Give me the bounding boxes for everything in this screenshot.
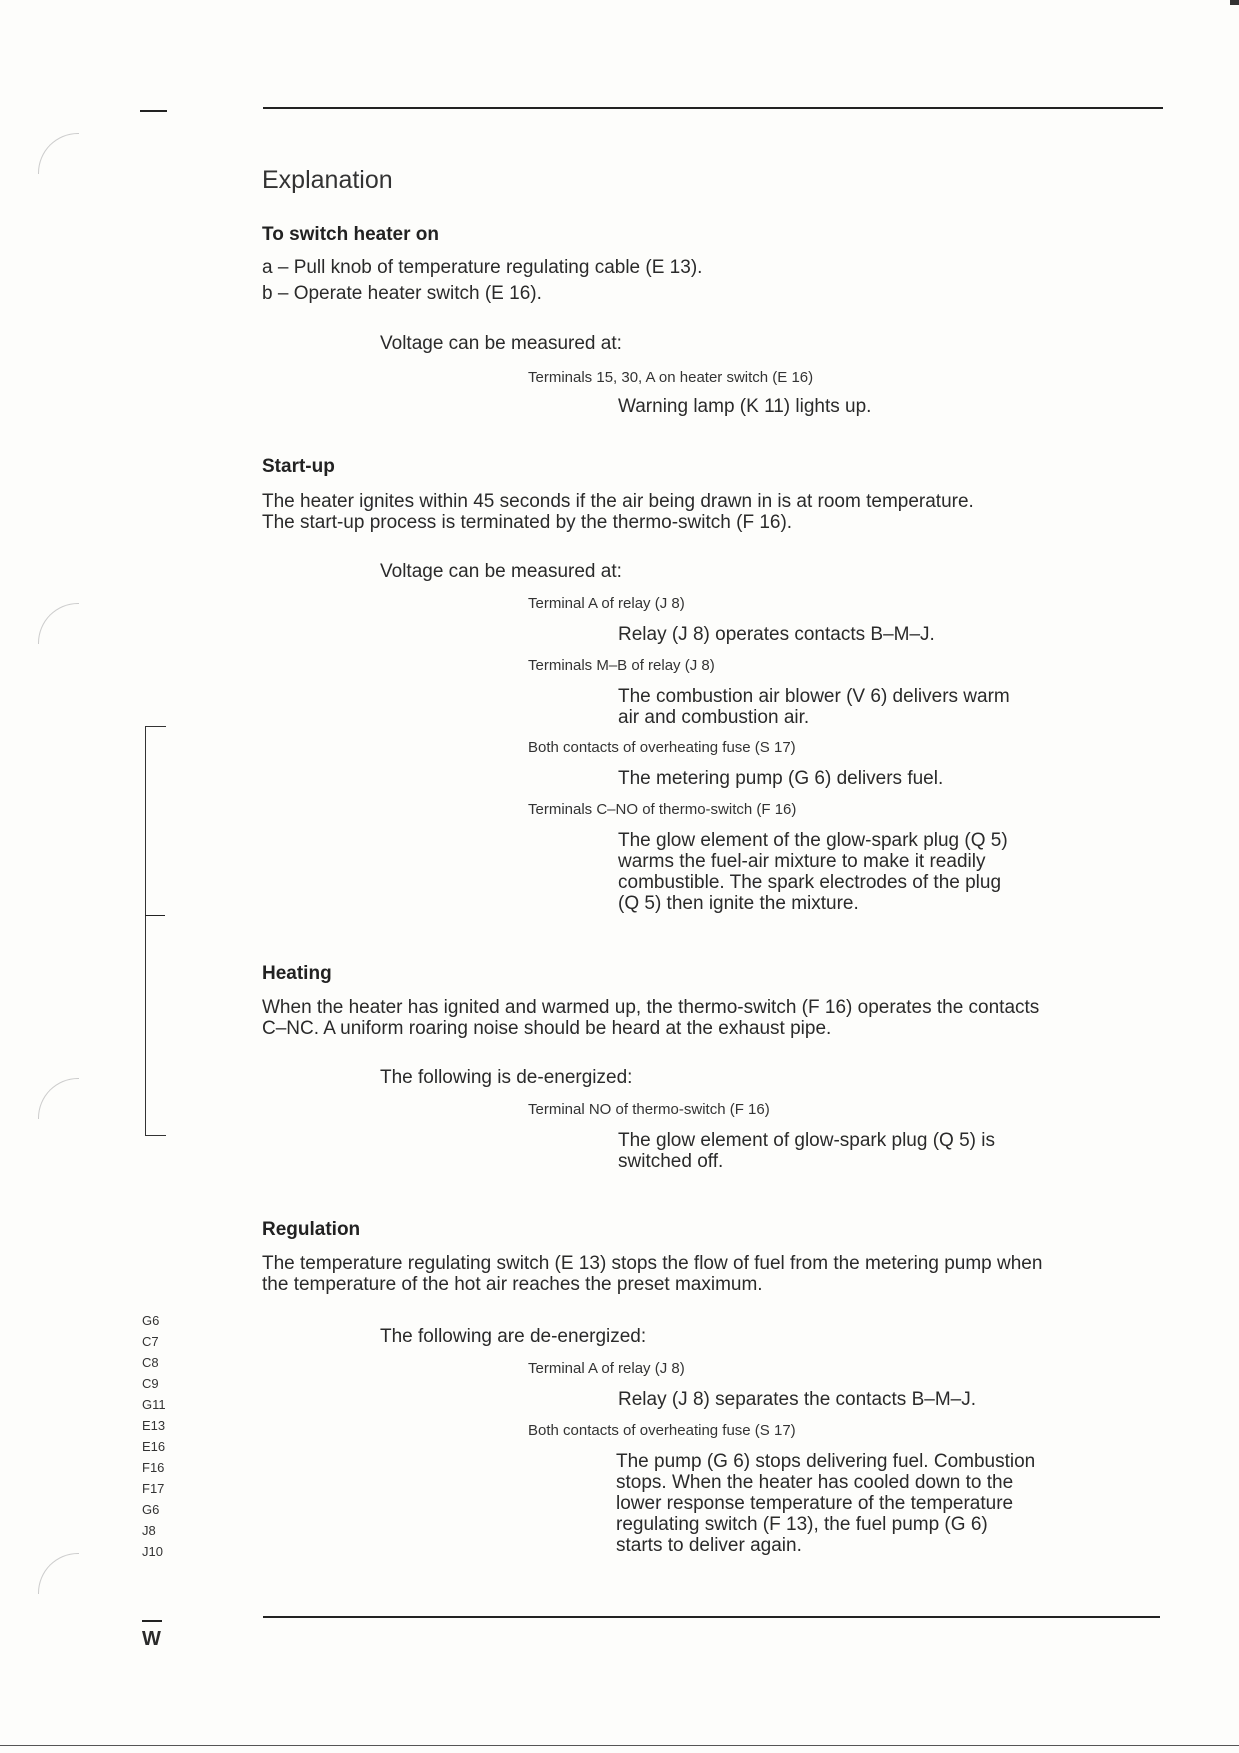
legend-item: G11 [142,1397,166,1412]
bottom-margin-dash [142,1620,162,1622]
heating-line: When the heater has ignited and warmed up, the thermo-switch (F 16) operates the contacts [262,997,1040,1018]
punch-hole-mark [38,603,79,644]
voltage-label: Voltage can be measured at: [380,561,622,582]
result-text: air and combustion air. [618,707,810,728]
margin-legend [142,1310,166,1562]
legend-item: E16 [142,1439,166,1454]
page-title: Explanation [262,166,393,194]
legend-item: C7 [142,1334,159,1349]
heading-heating: Heating [262,963,332,984]
result-text: regulating switch (F 13), the fuel pump (G 6) [616,1514,988,1535]
terminal-label: Both contacts of overheating fuse (S 17) [528,1422,796,1439]
heading-switch-on: To switch heater on [262,224,440,245]
result-text: The metering pump (G 6) delivers fuel. [618,768,944,789]
punch-hole-mark [38,133,79,174]
bracket-tick [145,915,165,916]
scan-edge-mark [1230,0,1239,5]
terminal-label: Terminal A of relay (J 8) [528,1360,685,1377]
legend-item: E13 [142,1418,166,1433]
legend-item: G6 [142,1502,160,1517]
legend-item: J8 [142,1523,156,1538]
top-rule [263,107,1163,109]
result-text: The glow element of the glow-spark plug (Q 5) [618,830,1008,851]
terminal-label: Terminal NO of thermo-switch (F 16) [528,1101,770,1118]
switch-on-line: b – Operate heater switch (E 16). [262,283,542,304]
result-text: (Q 5) then ignite the mixture. [618,893,859,914]
margin-bracket [145,726,166,1136]
result-text: The combustion air blower (V 6) delivers warm [618,686,1010,707]
terminal-label: Terminals 15, 30, A on heater switch (E 16) [528,369,814,386]
legend-item: C8 [142,1355,159,1370]
legend-item: G6 [142,1313,160,1328]
scan-edge-line [0,1745,1239,1746]
startup-line: The heater ignites within 45 seconds if the air being drawn in is at room temperature. [262,491,974,512]
top-margin-dash [140,110,167,112]
result-text: Warning lamp (K 11) lights up. [618,396,872,417]
regulation-line: The temperature regulating switch (E 13) stops the flow of fuel from the metering pump when [262,1253,1043,1274]
legend-item: F16 [142,1460,165,1475]
result-text: stops. When the heater has cooled down to the [616,1472,1014,1493]
heating-line: C–NC. A uniform roaring noise should be heard at the exhaust pipe. [262,1018,832,1039]
result-text: warms the fuel-air mixture to make it readily [618,851,986,872]
result-text: starts to deliver again. [616,1535,802,1556]
terminal-label: Terminals M–B of relay (J 8) [528,657,715,674]
legend-item: F17 [142,1481,165,1496]
punch-hole-mark [38,1078,79,1119]
punch-hole-mark [38,1553,79,1594]
result-text: combustible. The spark electrodes of the plug [618,872,1002,893]
regulation-line: the temperature of the hot air reaches the preset maximum. [262,1274,763,1295]
bottom-rule [263,1616,1160,1618]
legend-item: C9 [142,1376,159,1391]
legend-item: J10 [142,1544,163,1559]
terminal-label: Terminals C–NO of thermo-switch (F 16) [528,801,797,818]
switch-on-line: a – Pull knob of temperature regulating cable (E 13). [262,257,703,278]
deenergized-label: The following are de-energized: [380,1326,647,1347]
result-text: The pump (G 6) stops delivering fuel. Combustion [616,1451,1036,1472]
heading-regulation: Regulation [262,1219,361,1240]
result-text: switched off. [618,1151,724,1172]
result-text: The glow element of glow-spark plug (Q 5) is [618,1130,995,1151]
deenergized-label: The following is de-energized: [380,1067,633,1088]
heading-startup: Start-up [262,456,335,477]
terminal-label: Terminal A of relay (J 8) [528,595,685,612]
terminal-label: Both contacts of overheating fuse (S 17) [528,739,796,756]
result-text: Relay (J 8) separates the contacts B–M–J. [618,1389,976,1410]
footer-mark: W [142,1628,161,1650]
voltage-label: Voltage can be measured at: [380,333,622,354]
startup-line: The start-up process is terminated by the thermo-switch (F 16). [262,512,793,533]
result-text: Relay (J 8) operates contacts B–M–J. [618,624,935,645]
result-text: lower response temperature of the temperature [616,1493,1014,1514]
